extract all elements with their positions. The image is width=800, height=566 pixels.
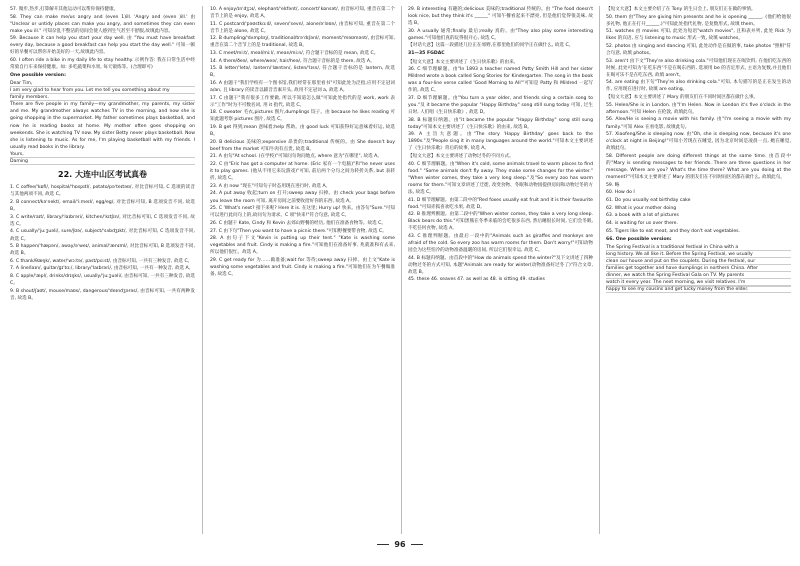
answer-item: 2. B connect/kəˈnekt/, email/ˈiːmeɪl/, egg/eɡ/, 对比音标可知, B 选项发音不同, 故选 B。: [10, 200, 195, 213]
answer-item: 45. these 46. seaves 47. as well as 48. is sitting 49. studies: [408, 277, 545, 283]
answer-item: 44. B 标题归纳题。由首段中的"How do animals spend the winter?"及下文讲述了四种动物过冬的方式可知, 本题"Animals are ready for winter(动物准备好过冬了)"符合文章, 故选 B。: [408, 255, 593, 275]
column-4: [606, 6, 791, 536]
answer-item: 10. A enjoy/ɪnˈdʒɔɪ/, elephant/ˈelɪfənt/, concert/ˈkɒnsət/, 由音标可知, 重音在第二个音节上的是 enjoy, 故选 A。: [210, 7, 395, 20]
answer-item: 54. are eating 由下句"They're also drinking cola."可知, 本句描写的是正在发生的动作, 应用现在进行时, 故填 are eating。: [606, 80, 791, 93]
ruled-line-text: watch it every year. The next morning, we visit relatives. I'm: [606, 279, 746, 285]
answer-item: 36. C 细节理解题。由"In 1893 a teacher named Patty Smith Hill and her sister Mildred wrote a book called Song Stories for Kindergarten. The song in the book was a four-line verse called 'Good Morning to All'"可知是 Patty 和 Mildred 一起写作的, 故选 C。: [408, 67, 593, 94]
answer-item: 37. D 细节理解题。由"You turn a year older, and friends sing a certain song to you."及 it became the popular "Happy Birthday" song still sung today 可知, 过生日时, 人们唱《生日快乐歌》, 故选 D。: [408, 95, 593, 116]
answer-item: 13. C meet/miːt/, meal/miːl/, mean/miːn/, 符合题干音标的是 mean, 故选 C。: [210, 51, 379, 57]
answer-item: 7. A line/laɪn/, guitar/ɡɪˈtɑː/, library/ˈlaɪbrəri/, 由音标可知, 一共有一种发音, 故选 A。: [10, 266, 194, 272]
answer-item: 64. is waiting for us over there.: [606, 220, 678, 226]
column-1: [10, 6, 195, 536]
ruled-line-text: happy to see my cousins and get lucky money from the elder.: [606, 286, 749, 292]
column-divider: [599, 6, 600, 534]
ruled-answer-box: [10, 80, 195, 101]
answer-item: 42. B 推理判断题。由第二段中的"When winter comes, they take a very long sleep. Black bears do this."可知黑熊在冬季来临的会吃很多东西, 然后睡很长时间, 它们会冬眠, 不吃任何食物, 故选 A。: [408, 212, 593, 232]
column-3: [408, 6, 593, 536]
answer-item: 16. A 由题干"我们学校有一个图书馆,我们经常在那里看书"可知此处为泛指,应用不定冠词 a/an, 且 library 的读音以辅音音素开头, 故用不定冠词 a, 故选 A。: [210, 81, 395, 94]
answer-heading: One possible version:: [10, 73, 66, 79]
ruled-answer-box: [10, 151, 195, 165]
answer-item: 4. C usually/ˈjuːʒuəli/, sure/ʃʊə/, subject/ˈsʌbdʒɪkt/, 对比音标可知, C 选项发音不同, 故选 C。: [10, 229, 195, 242]
column-divider: [202, 6, 203, 534]
answer-item: 【短文大意】本文主要讲述了《生日快乐歌》的由来。: [408, 59, 519, 65]
answer-item: 63. a book with a lot of pictures: [606, 213, 679, 219]
answer-item: 50. them 由"They are giving him presents and he is opening ______. (他们给他很多礼物, 他正在打开______.)"可知此处指代礼物, 是复数形式, 故填 them。: [606, 14, 791, 27]
answer-item: 60. How do I: [606, 190, 635, 196]
answer-item: 58. They can make me/us angry and (even 1)ill. 'Angry and (even )ill.' 由 "Unclear or untidy places can make you angry, and sometimes they can even make you ill." 可知杂乱不整洁的房间会使人感到生气甚至不舒服,故填此内容。: [10, 14, 195, 34]
ruled-line-text: families get together and have dumplings in northern China. After: [606, 265, 758, 271]
footer-dash: [411, 544, 423, 545]
answer-item: 61. Do you usually eat birthday cake: [606, 197, 691, 203]
answer-item: 12. B dumpling/ˈdʌmplɪŋ/, traditional/trəˈdɪʃənl/, moment/ˈməʊmənt/, 由音标可知, 重音在第二个音节上的是 traditional, 故选 B。: [210, 36, 395, 49]
answer-item: 38. B 标题归纳题。由"it became the popular "Happy Birthday" song still sung today"可知本文主要讲述了《生日快乐歌》的由来, 故选 B。: [408, 117, 593, 130]
answer-item: 39. A 主旨大意题。由"The story 'Happy Birthday' goes back to the 1890s."及"People sing it in many languages around the world."可知本文主要讲述了《生日快乐歌》背后的故事, 故选 A。: [408, 132, 593, 152]
page-number: 96: [394, 540, 406, 549]
answer-item: 51. watches 由 movies 可知, 此处为短语"watch movies", 且和表并列, 此处 Rick 为 likes 的宾语, 应与 listening to music 形式一致, 故填 watches。: [606, 29, 791, 42]
footer-dash: [377, 544, 389, 545]
ruled-line-text: Dear Tim,: [10, 81, 33, 87]
answer-item: 52. photos 由 singing and dancing 可知, 此处动作是在做的事, take photos "照相"符合句意, 故填 photos。: [606, 44, 791, 57]
answer-item: 23. A 由 now "现在"可知句子时态用现在进行时, 故选 A。: [210, 183, 331, 189]
answer-item: 26. C 由题干 Kate, Cindy 和 Kevin 去郊山野餐的经历, 他们在准备食物等。故选 C。: [210, 220, 386, 226]
answer-item: 43. C 推理判断题。由最后一段中的"Animals such as giraffes and monkeys are afraid of the cold. So every zoo has warm rooms for them. Don't worry!"可知动物园会为这些怕冷的动物准备温暖的房间, 所以它们很幸运, 故选 C。: [408, 233, 593, 254]
column-2: [210, 6, 395, 536]
answer-item: 56. Alex/He is seeing a movie with his family. 由"I'm seeing a movie with my family."可知 Alex 在看电影, 故填此句。: [606, 117, 791, 130]
answer-heading: 31—35 FGDAC: [408, 51, 445, 57]
answer-item: 40. C 细节理解题。由"When it's cold, some animals travel to warm places to find food." "Some animals don't fly away. They make some changes for the winter." "When winter comes, they take a very long sleep."及"So every zoo has warm rooms for them."可知文章讲述了迁徙, 改变食物、冬眠和动物园提供房间和动物过冬的方法, 故选 C。: [408, 161, 593, 195]
answer-item: 11. C postcard/ˈpəʊstkɑːd/, seven/ˈsevn/, alone/əˈləʊn/, 由音标可知, 重音在第二个音节上的是 alone, 故选 C。: [210, 21, 395, 34]
ruled-line-text: I am very glad to hear from you. Let me tell you something about my: [10, 88, 170, 94]
column-divider: [401, 6, 402, 534]
answer-item: 22. C 由"Eric has got a computer at home. (Eric 家有一个电脑)"和"he never uses it to play games. (他从不用它来玩游戏)"可知, 前后两个分句之间为转折关系, but 表转折, 故选 C。: [210, 162, 395, 182]
answer-item: There are five people in my family—my grandmother, my parents, my sister and me. My grandmother always watches TV in the morning, and now she is going shopping in the supermarket. My father sometimes plays basketball, and now he is reading books at home. My mother often goes shopping on weekends. She is watching TV now. My sister Betty never plays basketball. Now she is listening to music. As for me, I'm playing basketball with my friends. I usually read books in the library.: [10, 102, 195, 150]
ruled-line-text: Yours,: [10, 152, 24, 158]
answer-item: 20. B delicious 美味的;expensive 昂贵的;traditional 传统的。由 She doesn't buy beef from the market 可知牛肉有点贵, 故选 B。: [210, 139, 395, 152]
ruled-line-text: long history. We all like it. Before the Spring Festival, we usually: [606, 251, 753, 257]
answer-item: 28. A 由句子下文"Kevin is putting up their tent." "Kate is washing some vegetables and fruit. Cindy is making a fire."可知他们在准备好事, 兆就准和有去来, 所以他们很忙。故选 A。: [210, 236, 395, 256]
answer-heading: 66. One possible version:: [606, 236, 672, 242]
ruled-line-text: dinner, we watch the Spring Festival Gala on TV. My parents: [606, 272, 745, 278]
answer-item: 57. 微步,热步,打算解开其他运动可以帮你保持健康。: [10, 7, 119, 12]
answer-item: 57. Xiaofeng/She is sleeping now. 由"Oh, she is sleeping now, because it's one o'clock at night in Beijing!"可知小芳现在在睡觉, 因为北京时间是凌晨一点, 她在睡觉, 故填此句。: [606, 132, 791, 152]
answer-item: 65. Tigers like to eat meat, and they don't eat vegetables.: [606, 228, 740, 234]
answer-item: 【短文大意】本文主要讲述了动物过冬的不同方式。: [408, 154, 514, 160]
answer-item: 6. C thank/θæŋk/, water/ˈwɔːtə/, past/pɑːst/, 由音标可知, 一共有三种发音, 故选 C。: [10, 258, 193, 264]
answer-item: 62. What is your mother doing: [606, 205, 677, 211]
ruled-line-text: The Spring Festival is a traditional festival in China with a: [606, 244, 739, 250]
answer-item: 15. B letter/ˈletə/, lantern/ˈlæntən/, listen/ˈlɪsn/, 符合题干音标的是 lantern, 故选 B。: [210, 66, 395, 79]
answer-item: 17. C 由题干"我有很多工作要做, 所以不知道怎么做"可知此处指代的是 work, work 表示"工作"时为不可数名词, 用 it 指代, 故选 C。: [210, 95, 395, 108]
answer-item: 53. aren't 由下文"They're also drinking cola."可知他们现在在喝饮料, 在他们吃东西的时候, 此处可知为'在吃东西'不是在喝东西的, 选项用 be 的否定形式, 主语为复数,并且他们在喝可乐不是在吃东西, 故填 aren't。: [606, 58, 791, 78]
answer-item: 18. C sweater 毛衣,pictures 图片,dumplings 饺子。由 because he likes reading 可知此题考察 pictures 图片, 故选 C。: [210, 110, 395, 123]
answer-item: 19. B get 得到;mean 意味着;help 帮助。由 good luck 可知获得好运意味着好运, 故选 B。: [210, 125, 395, 138]
ruled-line-text: Daming: [10, 159, 28, 165]
answer-item: 8. C apple/ˈæpl/, drinks/drɪŋks/, usually/ˈjuːʒuəli/, 由音标可知, 一共有三种发音, 故选 C。: [10, 274, 195, 287]
answer-item: 【短文大意】本文主要讲述了 Mary 的朋友们在不同时间区都在做什么事。: [606, 95, 759, 101]
answer-item: 59. Because it can help you start your day well. 由 "You must have breakfast every day, because a good breakfast can help you start the day well." 可知一顿好的早餐可以帮你开始美好的一天,故填此内容。: [10, 36, 195, 56]
answer-item: 24. A put away 收起;turn on 打开;sweep away 扫掉。由 check your bags before you leave the room 可知, 离开房间之前要收拾好你的东西, 故选 A。: [210, 191, 395, 204]
answer-item: 25. C 'What's next? 接下来呢? Here it is. 在这里; Hurry up! 快来。由答句"Sure."可知可以进行此问句上的,故问句为请求。C 项"快来!"符合句意, 故选 C。: [210, 206, 395, 219]
answer-item: 60. I often ride a bike in my daily life to stay healthy. 示例作答: 我在日常生活中经常骑自行车来保持健康。如: 多吃蔬菜和水果, 每天锻炼等。(合理即可): [10, 58, 195, 71]
ruled-line-text: family members.: [10, 95, 49, 101]
answer-item: 5. B happen/ˈhæpən/, away/əˈweɪ/, animal/ˈænɪml/, 对比音标可知, B 选项发音不同, 故选 B。: [10, 244, 195, 257]
page-footer: [0, 540, 800, 549]
answer-item: 3. C write/raɪt/, library/ˈlaɪbrəri/, kitchen/ˈkɪtʃɪn/, 对比音标可知, C 选项发音不同, 故选 C。: [10, 214, 195, 227]
answer-item: 55. Helen/She is in London. 由"I'm Helen. Now in London it's five o'clock in the afternoon."可知 Helen 在伦敦, 故填此句。: [606, 102, 791, 115]
section-title: 22. 大连中山区考试真卷: [58, 170, 147, 180]
ruled-line-text: clean our house and put on the couplets. During the festival, our: [606, 258, 756, 264]
ruled-answer-box: [606, 244, 791, 293]
answer-item: 1. C coffee/ˈkɒfi/, hospital/ˈhɒspɪtl/, potato/pəˈteɪtəʊ/, 对比音标可知, C 选项的读音与其他两项不同, 故选 C。: [10, 185, 195, 198]
answer-item: 9. B shout/ʃaʊt/, mouse/maʊs/, dangerous/ˈdeɪndʒərəs/, 由音标可知, 一共有两种发音, 故选 B。: [10, 288, 195, 301]
answer-item: 27. C 由下句"Then you want to have a picnic there."可知野餐要带食物, 故选 C。: [210, 228, 387, 234]
answer-item: 29. B interesting 有趣的;delicious 美味的;traditional 传统的。由 "The food doesn't look nice, but they think it's ______" 可知午餐看起来不漂亮, 但是他们觉得很美味, 故选 B。: [408, 7, 593, 27]
answer-item: 【对话大意】这篇一段描述几位正在郊野,在那里他们的同学正在做什么, 故选 C。: [408, 43, 574, 49]
answer-item: 58. Different people are doing different things at the same time. 由首段中的"Mary is sending messages to her friends. There are three questions in her message. Where are you? What's the time there? What are you doing at the moment?"可知本文主要讲述了 Mary 的朋友们在不同时间区的都在做什么, 故填此句。: [606, 153, 791, 181]
answer-item: 30. A usually 通常;finally 最后;really 真的。由"They also play some interesting games."可知他们真的玩得很开心, 故选 C。: [408, 28, 593, 41]
answer-item: 21. A 由句"At school. (在学校)"可知问句询问地点, where 意为"在哪里", 故选 A。: [210, 154, 382, 160]
answer-item: 14. A there/ðeə/, where/weə/, hair/heə/, 符合题干音标的是 there, 故选 A。: [210, 58, 375, 64]
answer-item: 41. D 细节理解题。由第二段中的"Red foxes usually eat fruit and it is their favourite food."可知赤狐喜欢吃水果, 故选 D。: [408, 197, 593, 210]
answer-item: 29. C get ready for 为……做准备;wait for 等待;sweep away 扫掉。由上文"Kate is washing some vegetables and fruit. Cindy is making a fire."可知他们在为午餐做准备, 故选 C。: [210, 257, 395, 277]
answer-item: 【短文大意】本文主要介绍了在 Tony 的生日会上, 朋友们正在做的事情。: [606, 7, 756, 12]
answer-item: 59. 略: [606, 182, 620, 188]
